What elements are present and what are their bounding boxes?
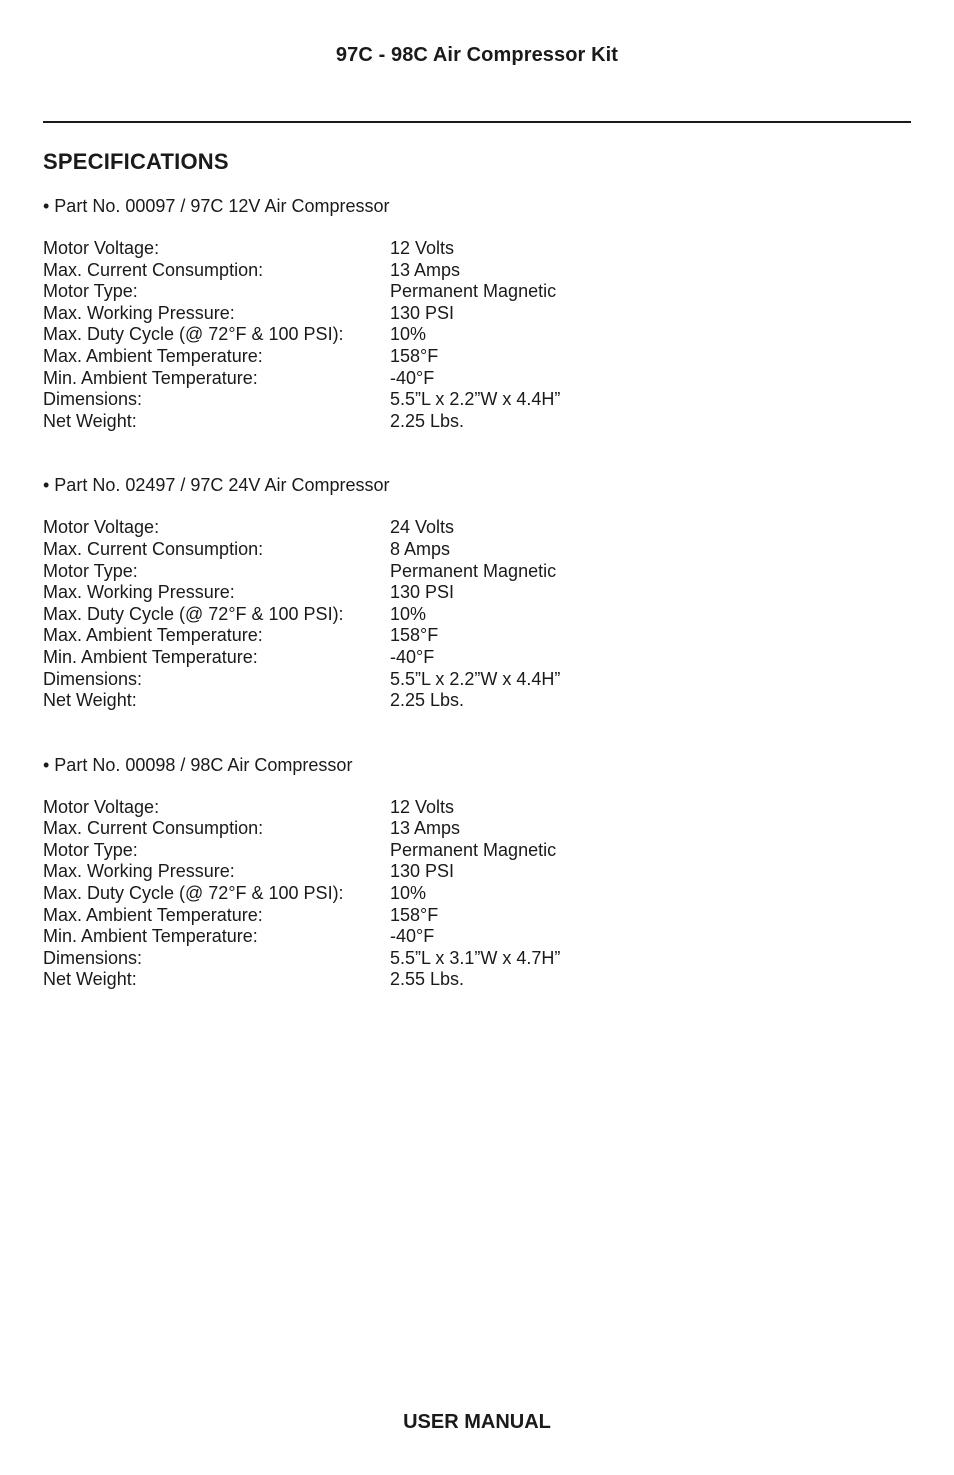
spec-value: 130 PSI: [390, 861, 455, 882]
spec-value: 158°F: [390, 625, 439, 646]
spec-label: Max. Duty Cycle (@ 72°F & 100 PSI):: [43, 883, 344, 904]
spec-label: Dimensions:: [43, 668, 143, 689]
spec-value: Permanent Magnetic: [390, 839, 557, 860]
spec-value: 130 PSI: [390, 582, 455, 603]
spec-label: Max. Current Consumption:: [43, 538, 264, 559]
spec-table: [43, 797, 903, 991]
spec-value: -40°F: [390, 926, 435, 947]
spec-value: 2.25 Lbs.: [390, 690, 465, 711]
spec-label: Min. Ambient Temperature:: [43, 646, 258, 667]
spec-value: 10%: [390, 603, 427, 624]
spec-value: 2.25 Lbs.: [390, 410, 465, 431]
spec-row: [43, 690, 903, 712]
spec-label: Max. Working Pressure:: [43, 302, 235, 323]
spec-label: Net Weight:: [43, 690, 137, 711]
spec-label: Min. Ambient Temperature:: [43, 926, 258, 947]
spec-label: Motor Type:: [43, 560, 138, 581]
spec-label: Max. Ambient Temperature:: [43, 904, 263, 925]
spec-table: [43, 238, 903, 432]
spec-row: [43, 411, 903, 433]
spec-label: Max. Current Consumption:: [43, 818, 264, 839]
spec-row: [43, 969, 903, 991]
part-heading: • Part No. 02497 / 97C 24V Air Compressor: [43, 475, 390, 496]
spec-row: [43, 561, 903, 583]
spec-value: 12 Volts: [390, 238, 455, 258]
spec-row: [43, 926, 903, 948]
spec-label: Net Weight:: [43, 969, 137, 990]
spec-value: 12 Volts: [390, 796, 455, 817]
spec-value: 158°F: [390, 904, 439, 925]
spec-value: 10%: [390, 883, 427, 904]
spec-row: [43, 368, 903, 390]
spec-row: [43, 582, 903, 604]
parts-list: [43, 195, 903, 1033]
spec-row: [43, 818, 903, 840]
page-footer: USER MANUAL: [403, 1411, 551, 1433]
spec-row: [43, 647, 903, 669]
part-block-00097: [43, 195, 903, 432]
spec-label: Motor Voltage:: [43, 796, 160, 817]
header-divider: [43, 121, 911, 123]
section-title: SPECIFICATIONS: [43, 149, 229, 174]
spec-row: [43, 389, 903, 411]
spec-label: Motor Type:: [43, 839, 138, 860]
spec-value: 130 PSI: [390, 302, 455, 323]
spec-label: Motor Voltage:: [43, 517, 160, 538]
part-block-02497: [43, 474, 903, 711]
spec-table: [43, 517, 903, 711]
spec-row: [43, 861, 903, 883]
spec-label: Dimensions:: [43, 947, 143, 968]
spec-label: Max. Working Pressure:: [43, 861, 235, 882]
spec-row: [43, 797, 903, 819]
spec-row: [43, 346, 903, 368]
part-heading: • Part No. 00098 / 98C Air Compressor: [43, 754, 353, 775]
spec-row: [43, 539, 903, 561]
spec-row: [43, 905, 903, 927]
spec-row: [43, 238, 903, 260]
spec-label: Max. Duty Cycle (@ 72°F & 100 PSI):: [43, 324, 344, 345]
page-title: 97C - 98C Air Compressor Kit: [335, 44, 619, 66]
spec-value: 2.55 Lbs.: [390, 969, 465, 990]
spec-row: [43, 604, 903, 626]
spec-value: 8 Amps: [390, 538, 451, 559]
spec-value: 13 Amps: [390, 259, 461, 280]
spec-label: Max. Current Consumption:: [43, 259, 264, 280]
spec-row: [43, 281, 903, 303]
spec-value: 13 Amps: [390, 818, 461, 839]
spec-value: 24 Volts: [390, 517, 455, 538]
spec-value: -40°F: [390, 367, 435, 388]
spec-value: 158°F: [390, 345, 439, 366]
spec-label: Max. Duty Cycle (@ 72°F & 100 PSI):: [43, 603, 344, 624]
spec-value: 5.5”L x 2.2”W x 4.4H”: [390, 389, 561, 410]
spec-value: -40°F: [390, 646, 435, 667]
spec-label: Min. Ambient Temperature:: [43, 367, 258, 388]
spec-row: [43, 324, 903, 346]
spec-row: [43, 303, 903, 325]
spec-row: [43, 669, 903, 691]
spec-value: 10%: [390, 324, 427, 345]
spec-row: [43, 625, 903, 647]
spec-label: Motor Voltage:: [43, 238, 160, 258]
spec-value: Permanent Magnetic: [390, 281, 557, 302]
spec-label: Max. Ambient Temperature:: [43, 625, 263, 646]
spec-label: Max. Working Pressure:: [43, 582, 235, 603]
spec-label: Motor Type:: [43, 281, 138, 302]
spec-row: [43, 948, 903, 970]
spec-row: [43, 260, 903, 282]
spec-row: [43, 517, 903, 539]
part-block-00098: [43, 754, 903, 991]
spec-value: 5.5”L x 2.2”W x 4.4H”: [390, 668, 561, 689]
spec-value: Permanent Magnetic: [390, 560, 557, 581]
part-heading: • Part No. 00097 / 97C 12V Air Compressor: [43, 196, 390, 216]
spec-label: Net Weight:: [43, 410, 137, 431]
spec-value: 5.5”L x 3.1”W x 4.7H”: [390, 947, 561, 968]
spec-label: Max. Ambient Temperature:: [43, 345, 263, 366]
spec-row: [43, 883, 903, 905]
spec-label: Dimensions:: [43, 389, 143, 410]
spec-row: [43, 840, 903, 862]
